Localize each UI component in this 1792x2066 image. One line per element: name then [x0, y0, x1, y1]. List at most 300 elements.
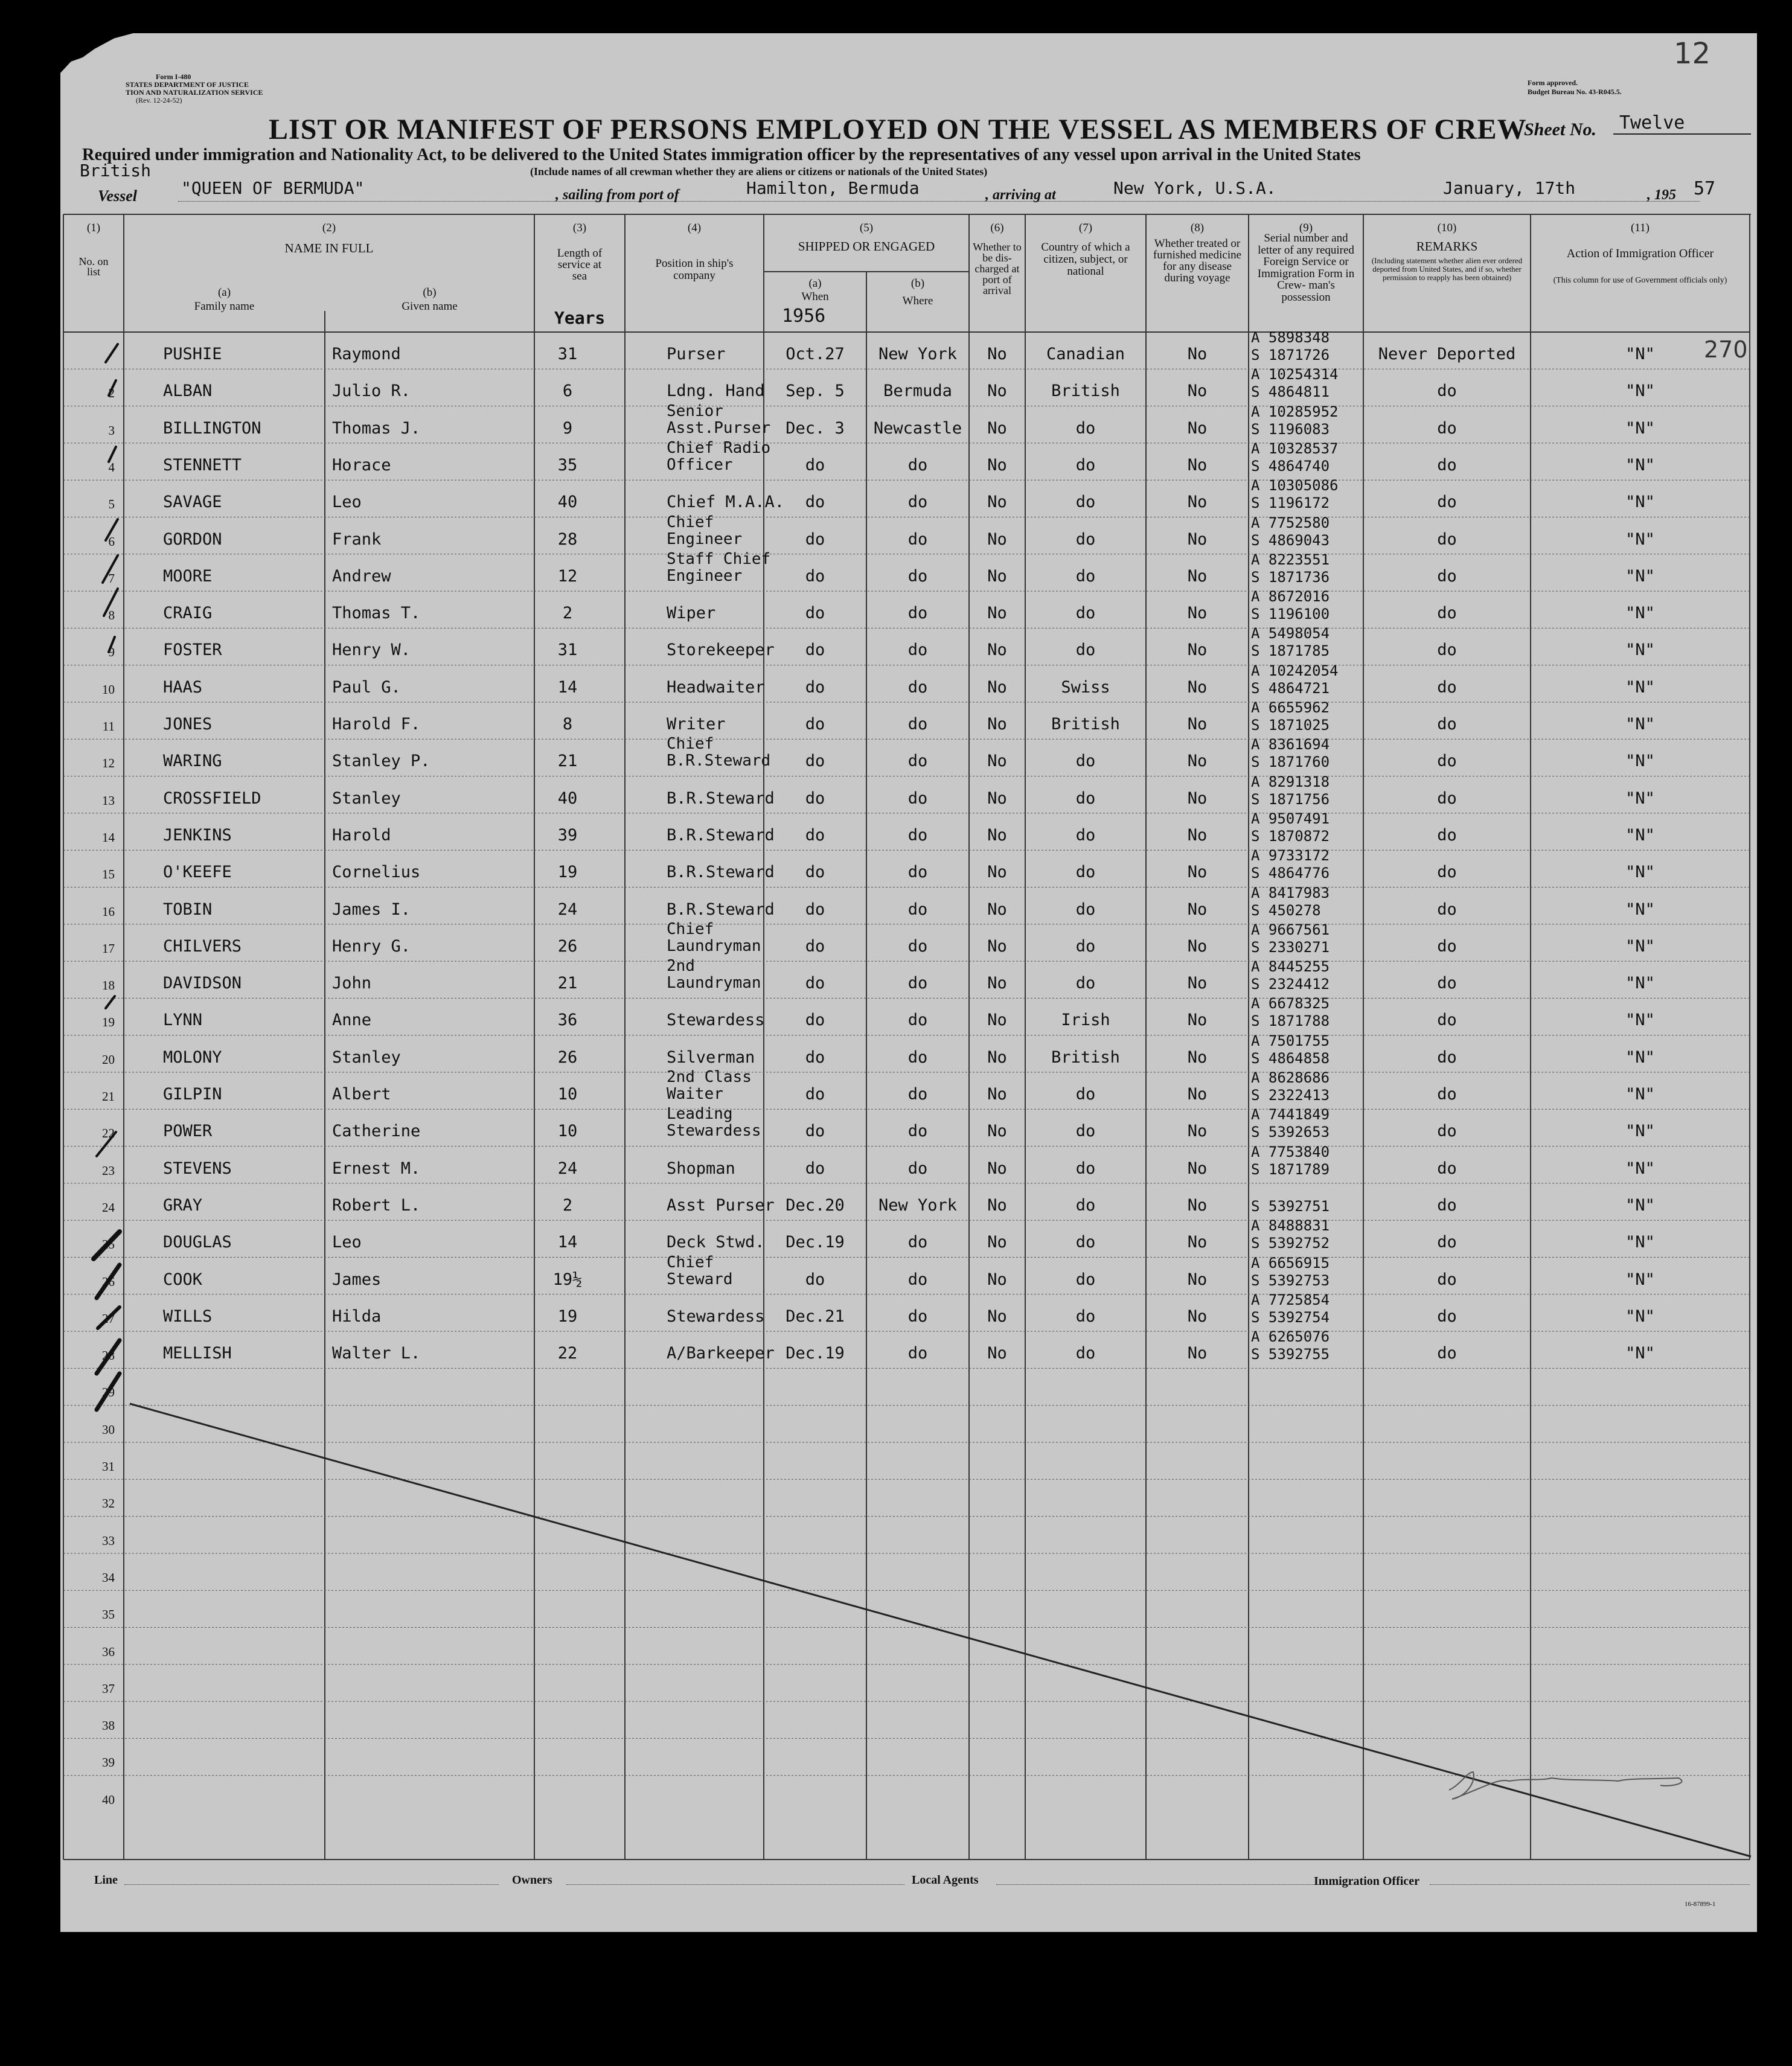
shipped-when: do: [805, 1122, 825, 1141]
serial-a: A 10254314: [1251, 366, 1339, 383]
shipped-when: do: [805, 863, 825, 882]
years-at-sea: 28: [557, 529, 578, 549]
given-name: Harold: [332, 825, 391, 845]
col1-number: (1): [86, 222, 101, 234]
given-name: Julio R.: [332, 382, 411, 401]
shipped-where: do: [907, 1122, 928, 1141]
remarks: do: [1437, 1344, 1457, 1363]
remarks: do: [1437, 529, 1457, 549]
remarks: do: [1437, 974, 1457, 993]
footer-owners-rule: [566, 1884, 904, 1885]
position: A/Barkeeper: [667, 1344, 775, 1363]
remarks: do: [1437, 752, 1457, 771]
family-name: COOK: [163, 1270, 203, 1289]
family-name: MELLISH: [163, 1344, 232, 1363]
officer-action: "N": [1625, 752, 1655, 771]
position: Staff Chief Engineer: [667, 549, 771, 585]
shipped-where: do: [907, 863, 928, 882]
family-name: MOORE: [163, 566, 213, 586]
approval-note: Form approved.: [1528, 78, 1578, 87]
remarks: do: [1437, 788, 1457, 808]
discharged: No: [987, 1344, 1007, 1363]
years-at-sea: 8: [562, 715, 573, 734]
given-name: Stanley: [332, 1047, 401, 1067]
shipped-where: do: [907, 752, 928, 771]
years-at-sea: 10: [557, 1085, 578, 1104]
discharged: No: [987, 1233, 1007, 1252]
medicine: No: [1187, 529, 1208, 549]
discharged: No: [987, 455, 1007, 475]
years-at-sea: 24: [557, 900, 578, 919]
country: do: [1075, 1270, 1096, 1289]
shipped-where: do: [907, 566, 928, 586]
col7-label: Country of which a citizen, subject, or national: [1041, 241, 1130, 278]
officer-action: "N": [1625, 936, 1655, 956]
country: Irish: [1061, 1011, 1110, 1030]
remarks: do: [1437, 1047, 1457, 1067]
shipped-where: do: [907, 1085, 928, 1104]
form-revision: (Rev. 12-24-52): [136, 96, 182, 104]
shipped-where: Bermuda: [883, 382, 952, 401]
position: Writer: [667, 715, 726, 734]
serial-s: S 5392752: [1251, 1235, 1330, 1252]
col6-label: Whether to be dis- charged at port of arrival: [973, 241, 1022, 296]
required-statement: Required under immigration and Nationality Act, to be delivered to the United States immigration officer by the representatives of any vessel upon arrival in the United States: [82, 146, 1361, 164]
shipped-where: do: [907, 1306, 928, 1326]
medicine: No: [1187, 641, 1208, 660]
given-name: Andrew: [332, 566, 391, 586]
country: do: [1075, 974, 1096, 993]
serial-a: A 8445255: [1251, 958, 1330, 976]
shipped-when: do: [805, 566, 825, 586]
shipped-when: do: [805, 1085, 825, 1104]
remarks: do: [1437, 677, 1457, 697]
discharged: No: [987, 1085, 1007, 1104]
remarks: do: [1437, 455, 1457, 475]
shipped-where: do: [907, 1344, 928, 1363]
officer-action: "N": [1625, 641, 1655, 660]
arriving-label: , arriving at: [985, 187, 1056, 203]
position: Shopman: [667, 1159, 735, 1178]
discharged: No: [987, 1195, 1007, 1215]
discharged: No: [987, 604, 1007, 623]
remarks: do: [1437, 825, 1457, 845]
row-number: 36: [102, 1644, 115, 1659]
years-at-sea: 14: [557, 1233, 578, 1252]
family-name: FOSTER: [163, 641, 222, 660]
manifest-sheet: [60, 33, 1757, 1932]
row-number: 24: [102, 1200, 115, 1215]
officer-signature: [1449, 1772, 1682, 1799]
family-name: DAVIDSON: [163, 974, 242, 993]
department-name: STATES DEPARTMENT OF JUSTICE: [126, 80, 249, 89]
country: do: [1075, 529, 1096, 549]
footer-agents-rule: [996, 1884, 1358, 1885]
position: Headwaiter: [667, 677, 765, 697]
family-name: GORDON: [163, 529, 222, 549]
country: do: [1075, 1085, 1096, 1104]
col2b-label: Given name: [402, 300, 458, 313]
col2a-number: (a): [217, 286, 231, 299]
row-number: 25: [102, 1237, 115, 1252]
years-at-sea: 40: [557, 493, 578, 512]
serial-s: S 1870872: [1251, 827, 1330, 845]
serial-s: S 5392755: [1251, 1346, 1330, 1363]
officer-action: "N": [1625, 1011, 1655, 1030]
officer-action: "N": [1625, 677, 1655, 697]
discharged: No: [987, 715, 1007, 734]
officer-action: "N": [1625, 1047, 1655, 1067]
serial-s: S 1871756: [1251, 790, 1330, 808]
country: do: [1075, 788, 1096, 808]
col11-note: (This column for use of Government officials only): [1553, 276, 1727, 285]
years-at-sea: 31: [557, 345, 578, 363]
family-name: DOUGLAS: [163, 1233, 232, 1252]
family-name: POWER: [163, 1122, 213, 1141]
row-number: 17: [102, 941, 115, 956]
position: Storekeeper: [667, 641, 775, 660]
col2-number: (2): [322, 222, 336, 234]
position: B.R.Steward: [667, 825, 775, 845]
col2-label: NAME IN FULL: [284, 241, 374, 255]
medicine: No: [1187, 788, 1208, 808]
years-at-sea: 12: [557, 566, 578, 586]
row-number: 6: [108, 534, 115, 549]
position: Chief Radio Officer: [667, 438, 771, 474]
country: do: [1075, 825, 1096, 845]
years-at-sea: 19½: [552, 1270, 583, 1289]
row-number: 31: [102, 1459, 115, 1474]
shipped-when: do: [805, 788, 825, 808]
serial-s: S 1871788: [1251, 1012, 1330, 1030]
shipped-when: do: [805, 529, 825, 549]
col8-number: (8): [1190, 222, 1205, 234]
given-name: Frank: [332, 529, 382, 549]
row-number: 38: [102, 1718, 115, 1733]
remarks: do: [1437, 1270, 1457, 1289]
shipped-when: do: [805, 1159, 825, 1178]
serial-s: S 5392751: [1251, 1197, 1330, 1215]
row-number: 4: [108, 459, 115, 475]
shipped-where: do: [907, 788, 928, 808]
position: B.R.Steward: [667, 900, 775, 919]
remarks: do: [1437, 382, 1457, 401]
col2b-number: (b): [423, 286, 437, 299]
serial-s: S 4864811: [1251, 383, 1330, 401]
shipped-where: do: [907, 900, 928, 919]
officer-action: "N": [1625, 345, 1655, 363]
shipped-when: do: [805, 900, 825, 919]
given-name: Henry W.: [332, 641, 411, 660]
shipped-where: do: [907, 641, 928, 660]
col5a-year: 1956: [782, 305, 826, 327]
discharged: No: [987, 1122, 1007, 1141]
shipped-when: do: [805, 825, 825, 845]
footer-line-label: Line: [94, 1873, 118, 1887]
country: do: [1075, 418, 1096, 438]
discharged: No: [987, 974, 1007, 993]
shipped-when: Dec. 3: [786, 418, 845, 438]
footer-print-code: 16-87899-1: [1685, 1901, 1716, 1908]
country: do: [1075, 455, 1096, 475]
shipped-when: Oct.27: [786, 345, 845, 363]
medicine: No: [1187, 1122, 1208, 1141]
officer-action: "N": [1625, 1122, 1655, 1141]
arrival-date: January, 17th: [1443, 178, 1576, 198]
corner-page-number: 12: [1674, 37, 1711, 71]
family-name: SAVAGE: [163, 493, 222, 512]
serial-a: A 6678325: [1251, 995, 1330, 1012]
shipped-where: do: [907, 1011, 928, 1030]
shipped-where: do: [907, 825, 928, 845]
discharged: No: [987, 900, 1007, 919]
shipped-when: do: [805, 677, 825, 697]
officer-action: "N": [1625, 529, 1655, 549]
discharged: No: [987, 863, 1007, 882]
serial-a: A 6655962: [1251, 699, 1330, 716]
officer-action: "N": [1625, 863, 1655, 882]
remarks: do: [1437, 1122, 1457, 1141]
remarks: do: [1437, 604, 1457, 623]
col2a-label: Family name: [194, 300, 255, 313]
shipped-when: do: [805, 715, 825, 734]
serial-a: A 6265076: [1251, 1328, 1330, 1346]
row-number: 2: [108, 386, 115, 401]
medicine: No: [1187, 345, 1208, 363]
medicine: No: [1187, 1270, 1208, 1289]
row-number: 22: [102, 1126, 115, 1141]
country: do: [1075, 1233, 1096, 1252]
vessel-flag: British: [80, 161, 152, 181]
col5a-label: When: [801, 290, 829, 303]
given-name: Anne: [332, 1011, 372, 1030]
officer-action: "N": [1625, 566, 1655, 586]
country: do: [1075, 566, 1096, 586]
given-name: James: [332, 1270, 382, 1289]
discharged: No: [987, 345, 1007, 363]
country: do: [1075, 936, 1096, 956]
remarks: do: [1437, 1085, 1457, 1104]
given-name: Paul G.: [332, 677, 401, 697]
discharged: No: [987, 1011, 1007, 1030]
officer-action: "N": [1625, 974, 1655, 993]
given-name: Henry G.: [332, 936, 411, 956]
years-at-sea: 26: [557, 936, 578, 956]
sheet-number: Twelve: [1619, 112, 1685, 133]
row-number: 37: [102, 1681, 115, 1696]
family-name: TOBIN: [163, 900, 213, 919]
given-name: John: [332, 974, 372, 993]
medicine: No: [1187, 493, 1208, 512]
country: do: [1075, 1195, 1096, 1215]
discharged: No: [987, 493, 1007, 512]
years-at-sea: 31: [557, 641, 578, 660]
family-name: CRAIG: [163, 604, 213, 623]
row-number: 18: [102, 978, 115, 993]
shipped-where: do: [907, 715, 928, 734]
col10-note: (Including statement whether alien ever ordered deported from United States, and if so, whether permission to reapply has been obtained): [1371, 256, 1523, 282]
shipped-where: do: [907, 1233, 928, 1252]
given-name: Ernest M.: [332, 1159, 421, 1178]
sailing-port: Hamilton, Bermuda: [746, 178, 920, 198]
footer-agents-label: Local Agents: [912, 1873, 979, 1887]
given-name: Harold F.: [332, 715, 421, 734]
years-at-sea: 10: [557, 1122, 578, 1141]
given-name: Stanley: [332, 788, 401, 808]
position: 2nd Class Waiter: [667, 1068, 752, 1103]
serial-s: S 1196100: [1251, 606, 1330, 623]
col4-number: (4): [687, 222, 702, 234]
remarks: do: [1437, 1195, 1457, 1215]
medicine: No: [1187, 936, 1208, 956]
position: Chief Steward: [667, 1253, 733, 1288]
officer-action: "N": [1625, 825, 1655, 845]
years-at-sea: 19: [557, 1306, 578, 1326]
family-name: MOLONY: [163, 1047, 222, 1067]
row-number: 27: [102, 1311, 115, 1326]
row-number: 5: [108, 497, 115, 512]
given-name: Walter L.: [332, 1344, 421, 1363]
discharged: No: [987, 566, 1007, 586]
shipped-where: do: [907, 974, 928, 993]
years-at-sea: 40: [557, 788, 578, 808]
remarks: do: [1437, 900, 1457, 919]
footer-officer-rule: [1430, 1884, 1750, 1885]
medicine: No: [1187, 604, 1208, 623]
shipped-where: do: [907, 604, 928, 623]
officer-action: "N": [1625, 418, 1655, 438]
row-number: 20: [102, 1052, 115, 1067]
years-at-sea: 9: [562, 418, 573, 438]
position: Chief B.R.Steward: [667, 735, 771, 770]
row-number: 7: [108, 571, 115, 586]
serial-a: A 8361694: [1251, 736, 1330, 753]
family-name: O'KEEFE: [163, 863, 232, 882]
serial-a: A 5898348: [1251, 329, 1330, 346]
shipped-when: do: [805, 604, 825, 623]
col6-number: (6): [990, 222, 1004, 234]
serial-s: S 1196083: [1251, 420, 1330, 438]
shipped-where: do: [907, 1047, 928, 1067]
officer-action: "N": [1625, 1233, 1655, 1252]
medicine: No: [1187, 677, 1208, 697]
medicine: No: [1187, 825, 1208, 845]
shipped-when: Sep. 5: [786, 382, 845, 401]
discharged: No: [987, 788, 1007, 808]
row-number: 13: [102, 793, 115, 808]
sheet-label: Sheet No.: [1524, 120, 1596, 139]
country: Swiss: [1061, 677, 1110, 697]
medicine: No: [1187, 455, 1208, 475]
discharged: No: [987, 1306, 1007, 1326]
years-at-sea: 19: [557, 863, 578, 882]
medicine: No: [1187, 1306, 1208, 1326]
medicine: No: [1187, 566, 1208, 586]
shipped-when: do: [805, 1011, 825, 1030]
shipped-when: Dec.21: [786, 1306, 845, 1326]
col3-label: Length of service at sea: [557, 247, 603, 283]
serial-a: A 7752580: [1251, 514, 1330, 531]
col5-label: SHIPPED OR ENGAGED: [798, 239, 935, 254]
arriving-port: New York, U.S.A.: [1113, 178, 1276, 198]
given-name: James I.: [332, 900, 411, 919]
remarks: do: [1437, 936, 1457, 956]
remarks: Never Deported: [1378, 345, 1516, 363]
footer-owners-label: Owners: [512, 1873, 552, 1887]
col5b-number: (b): [910, 277, 925, 290]
serial-s: S 4864776: [1251, 865, 1330, 882]
remarks: do: [1437, 1306, 1457, 1326]
medicine: No: [1187, 715, 1208, 734]
discharged: No: [987, 382, 1007, 401]
shipped-when: do: [805, 752, 825, 771]
discharged: No: [987, 1159, 1007, 1178]
family-name: GRAY: [163, 1195, 203, 1215]
given-name: Cornelius: [332, 863, 421, 882]
country: do: [1075, 641, 1096, 660]
serial-s: S 5392753: [1251, 1271, 1330, 1289]
medicine: No: [1187, 382, 1208, 401]
given-name: Thomas J.: [332, 418, 421, 438]
family-name: CHILVERS: [163, 936, 242, 956]
serial-a: A 8417983: [1251, 884, 1330, 901]
country: do: [1075, 863, 1096, 882]
position: B.R.Steward: [667, 863, 775, 882]
country: do: [1075, 1159, 1096, 1178]
position: Ldng. Hand: [667, 382, 765, 401]
years-at-sea: 24: [557, 1159, 578, 1178]
shipped-where: do: [907, 1159, 928, 1178]
serial-s: S 1871760: [1251, 753, 1330, 771]
serial-s: S 2322413: [1251, 1087, 1330, 1104]
given-name: Stanley P.: [332, 752, 430, 771]
remarks: do: [1437, 863, 1457, 882]
tick-marks: [60, 33, 1757, 1932]
position: B.R.Steward: [667, 788, 775, 808]
position: Chief M.A.A.: [667, 493, 785, 512]
row-number: 11: [102, 719, 115, 734]
row-number: 34: [102, 1570, 115, 1585]
medicine: No: [1187, 418, 1208, 438]
row-number: 15: [102, 867, 115, 882]
family-name: CROSSFIELD: [163, 788, 261, 808]
shipped-when: Dec.19: [786, 1344, 845, 1363]
shipped-when: do: [805, 974, 825, 993]
officer-action: "N": [1625, 1270, 1655, 1289]
row-number: 10: [102, 682, 115, 697]
col1-label: No. on list: [78, 255, 109, 278]
serial-s: S 1871789: [1251, 1160, 1330, 1178]
position: Chief Laundryman: [667, 919, 761, 955]
row-number: 8: [108, 608, 115, 623]
form-number: Form I-480: [156, 72, 191, 81]
row-number: 12: [102, 756, 115, 771]
position: 2nd Laundryman: [667, 957, 761, 993]
col3-number: (3): [572, 222, 587, 234]
page-title: LIST OR MANIFEST OF PERSONS EMPLOYED ON THE VESSEL AS MEMBERS OF CREW: [269, 114, 1527, 146]
officer-action: "N": [1625, 1085, 1655, 1104]
given-name: Catherine: [332, 1122, 421, 1141]
row-number: 23: [102, 1163, 115, 1178]
serial-s: S 2324412: [1251, 976, 1330, 993]
serial-a: A 8672016: [1251, 588, 1330, 606]
remarks: do: [1437, 641, 1457, 660]
col5a-number: (a): [808, 277, 822, 290]
shipped-when: do: [805, 1270, 825, 1289]
officer-action: "N": [1625, 788, 1655, 808]
col10-number: (10): [1437, 222, 1457, 234]
serial-a: A 10328537: [1251, 440, 1339, 457]
